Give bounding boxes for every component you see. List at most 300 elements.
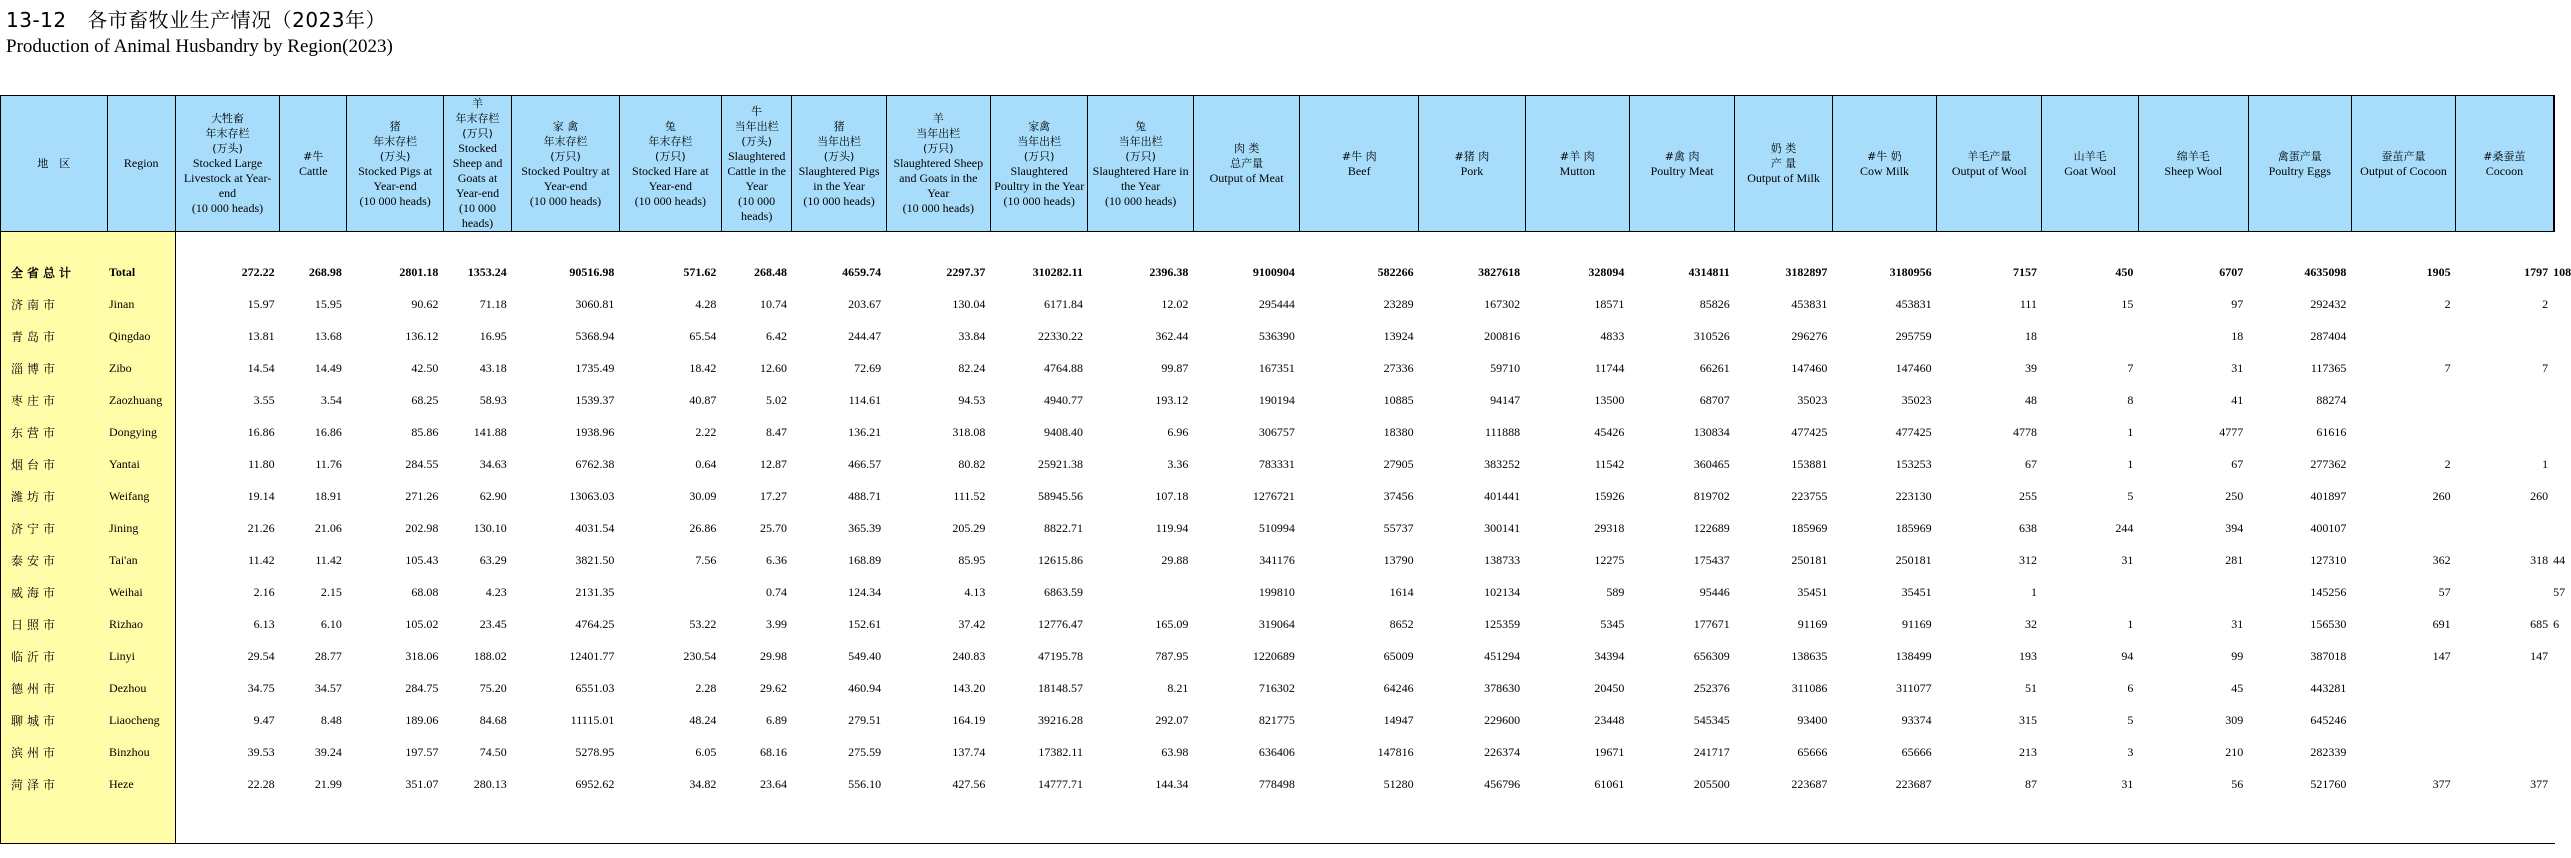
data-cell: 193 <box>2018 648 2037 663</box>
data-cell <box>2553 480 2554 512</box>
header-row <box>1 96 2555 232</box>
data-cell: 105.02 <box>405 616 439 631</box>
data-cell: 310526 <box>1693 328 1730 343</box>
data-cell: 3.55 <box>253 392 275 407</box>
data-cell: 1 <box>2127 456 2134 471</box>
data-cell: 2 <box>2444 456 2451 471</box>
table-row <box>1 640 2555 672</box>
data-cell: 226374 <box>1484 744 1521 759</box>
column-header-cn: 山羊毛 <box>2073 149 2107 163</box>
data-cell: 1 <box>2127 616 2134 631</box>
column-header <box>2042 96 2138 232</box>
data-cell: 549.40 <box>848 648 882 663</box>
data-cell: 19.14 <box>247 488 275 503</box>
data-cell: 11.42 <box>248 552 275 567</box>
data-cell: 8 <box>2127 392 2134 407</box>
data-cell: 111 <box>2019 296 2037 311</box>
region-name-cn: 威海市 <box>1 576 108 608</box>
data-cell: 21.99 <box>314 776 342 791</box>
data-cell: 11.42 <box>315 552 342 567</box>
data-cell: 377 <box>2530 776 2549 791</box>
column-header <box>2456 96 2554 232</box>
data-cell: 40.87 <box>689 392 717 407</box>
data-cell: 318.08 <box>952 424 986 439</box>
data-cell <box>2456 320 2554 352</box>
data-cell: 5368.94 <box>575 328 615 343</box>
data-cell: 311077 <box>1896 680 1932 695</box>
data-cell: 29318 <box>1594 520 1625 535</box>
data-cell: 450 <box>2115 264 2134 279</box>
data-cell: 39.53 <box>247 744 275 759</box>
data-cell: 48 <box>2024 392 2037 407</box>
data-cell: 35023 <box>1797 392 1828 407</box>
data-cell: 32 <box>2024 616 2037 631</box>
data-cell: 185969 <box>1895 520 1932 535</box>
data-cell: 17.27 <box>759 488 787 503</box>
table-row <box>1 704 2555 736</box>
data-cell: 37.42 <box>958 616 986 631</box>
data-cell: 4314811 <box>1688 264 1730 279</box>
column-header-en: Slaughtered Cattle in the Year (10 000 heads) <box>727 148 786 223</box>
data-cell: 453831 <box>1791 296 1828 311</box>
data-cell: 636406 <box>1258 744 1295 759</box>
data-cell: 67 <box>2024 456 2037 471</box>
data-cell: 20450 <box>1594 680 1625 695</box>
region-name-cn: 临沂市 <box>1 640 108 672</box>
data-cell: 466.57 <box>848 456 882 471</box>
data-cell: 556.10 <box>848 776 882 791</box>
data-cell: 295759 <box>1895 328 1932 343</box>
data-cell: 167351 <box>1258 360 1295 375</box>
data-cell: 571.62 <box>683 264 717 279</box>
table-row <box>1 384 2555 416</box>
data-cell: 6.42 <box>765 328 787 343</box>
data-cell: 19671 <box>1594 744 1625 759</box>
data-cell: 223755 <box>1791 488 1828 503</box>
data-cell: 7.56 <box>695 552 717 567</box>
data-cell <box>2553 448 2554 480</box>
data-cell: 56 <box>2231 776 2244 791</box>
data-cell: 53.22 <box>689 616 717 631</box>
data-cell: 582266 <box>1377 264 1414 279</box>
data-cell: 138635 <box>1791 648 1828 663</box>
data-cell: 8.21 <box>1167 680 1189 695</box>
data-cell: 351.07 <box>405 776 439 791</box>
data-cell: 377 <box>2432 776 2451 791</box>
data-cell: 210 <box>2225 744 2244 759</box>
data-cell: 97 <box>2231 296 2244 311</box>
data-cell: 16.86 <box>247 424 275 439</box>
data-cell: 272.22 <box>241 264 275 279</box>
data-cell: 11542 <box>1594 456 1625 471</box>
data-cell: 12776.47 <box>1037 616 1083 631</box>
column-header-en: Slaughtered Sheep and Goats in the Year (10 000 heads) <box>893 156 984 215</box>
data-cell <box>2351 736 2455 768</box>
animal-husbandry-table <box>0 95 2571 844</box>
data-cell: 153253 <box>1895 456 1932 471</box>
data-cell <box>2351 384 2455 416</box>
data-cell: 223130 <box>1895 488 1932 503</box>
data-cell: 1938.96 <box>575 424 615 439</box>
column-header-cn: 禽蛋产量 <box>2277 149 2322 163</box>
data-cell: 275.59 <box>848 744 882 759</box>
data-cell: 130834 <box>1693 424 1730 439</box>
data-cell: 1 <box>2030 584 2037 599</box>
data-cell: 2131.35 <box>575 584 615 599</box>
data-cell: 6.96 <box>1167 424 1189 439</box>
column-header-en: Output of Milk <box>1747 171 1820 185</box>
data-cell: 203.67 <box>848 296 882 311</box>
data-cell: 124.34 <box>848 584 882 599</box>
data-cell: 138499 <box>1895 648 1932 663</box>
data-cell: 328094 <box>1588 264 1625 279</box>
data-cell: 7 <box>2444 360 2451 375</box>
data-cell: 200816 <box>1484 328 1521 343</box>
column-header-en: Stocked Pigs at Year-end (10 000 heads) <box>358 163 433 208</box>
data-cell <box>2456 384 2554 416</box>
column-header-en: Stocked Poultry at Year-end (10 000 heads) <box>521 163 610 208</box>
data-cell: 82.24 <box>958 360 986 375</box>
data-cell: 111.52 <box>953 488 986 503</box>
data-cell: 199810 <box>1258 584 1295 599</box>
region-name-en: Weihai <box>107 576 175 608</box>
data-cell: 63.29 <box>479 552 507 567</box>
data-cell: 271.26 <box>405 488 439 503</box>
region-name-en: Total <box>107 256 175 288</box>
data-cell: 55737 <box>1383 520 1414 535</box>
data-cell: 75.20 <box>479 680 507 695</box>
data-cell: 21.26 <box>247 520 275 535</box>
region-header-cn: 地 区 <box>1 96 108 232</box>
table-body <box>1 232 2571 844</box>
data-cell: 119.94 <box>1155 520 1189 535</box>
data-cell: 281 <box>2225 552 2244 567</box>
data-cell: 18.91 <box>314 488 342 503</box>
data-cell: 125359 <box>1484 616 1521 631</box>
table-row <box>1 544 2555 576</box>
data-cell: 6.36 <box>765 552 787 567</box>
data-cell <box>2351 704 2455 736</box>
data-cell: 819702 <box>1693 488 1730 503</box>
region-name-cn: 聊城市 <box>1 704 108 736</box>
column-header-en: Cattle <box>298 163 328 178</box>
data-cell: 111888 <box>1485 424 1521 439</box>
data-cell: 3180956 <box>1889 264 1932 279</box>
data-cell: 90516.98 <box>569 264 615 279</box>
region-name-en: Dongying <box>107 416 175 448</box>
data-cell: 284.55 <box>405 456 439 471</box>
data-cell: 6.10 <box>320 616 342 631</box>
data-cell: 292.07 <box>1155 712 1189 727</box>
data-cell: 85.86 <box>411 424 439 439</box>
data-cell: 39216.28 <box>1037 712 1083 727</box>
data-cell: 95446 <box>1699 584 1730 599</box>
data-cell: 1 <box>2127 424 2134 439</box>
data-cell <box>2553 768 2554 800</box>
data-cell: 536390 <box>1258 328 1295 343</box>
column-header <box>886 96 990 232</box>
data-cell: 250181 <box>1791 552 1828 567</box>
data-cell: 1276721 <box>1252 488 1295 503</box>
data-cell: 255 <box>2018 488 2037 503</box>
column-header-en: Goat Wool <box>2064 163 2117 178</box>
data-cell <box>2553 384 2554 416</box>
table-row <box>1 608 2555 640</box>
data-cell: 15926 <box>1594 488 1625 503</box>
data-cell: 230.54 <box>683 648 717 663</box>
table-row <box>1 672 2555 704</box>
data-cell: 477425 <box>1895 424 1932 439</box>
region-name-cn: 滨州市 <box>1 736 108 768</box>
column-header <box>280 96 347 232</box>
data-cell: 168.89 <box>848 552 882 567</box>
data-cell: 61061 <box>1594 776 1625 791</box>
data-cell: 94.53 <box>958 392 986 407</box>
data-cell: 31 <box>2121 552 2134 567</box>
data-cell: 244 <box>2115 520 2134 535</box>
data-cell: 453831 <box>1895 296 1932 311</box>
data-cell: 6 <box>2553 616 2560 631</box>
data-cell: 85826 <box>1699 296 1730 311</box>
data-cell: 4031.54 <box>575 520 615 535</box>
data-cell: 213 <box>2018 744 2037 759</box>
data-cell: 18.42 <box>689 360 717 375</box>
region-name-cn: 济宁市 <box>1 512 108 544</box>
data-cell: 638 <box>2018 520 2037 535</box>
column-header <box>1419 96 1526 232</box>
data-cell: 58945.56 <box>1037 488 1083 503</box>
data-cell: 51 <box>2024 680 2037 695</box>
data-cell: 300141 <box>1484 520 1521 535</box>
data-cell: 35451 <box>1797 584 1828 599</box>
data-cell: 589 <box>1606 584 1625 599</box>
data-cell: 4778 <box>2012 424 2037 439</box>
column-header-en: Poultry Meat <box>1650 163 1714 178</box>
data-cell: 105.43 <box>405 552 439 567</box>
data-cell: 25.70 <box>759 520 787 535</box>
data-cell: 35451 <box>1901 584 1932 599</box>
data-cell: 6 <box>2127 680 2134 695</box>
data-cell: 4777 <box>2219 424 2244 439</box>
data-cell: 318 <box>2530 552 2549 567</box>
column-header-en: Sheep Wool <box>2164 163 2223 178</box>
data-cell <box>2553 320 2554 352</box>
data-cell: 5.02 <box>765 392 787 407</box>
data-cell: 13790 <box>1383 552 1414 567</box>
data-cell: 88274 <box>2316 392 2347 407</box>
data-cell: 108 <box>2553 264 2571 279</box>
data-cell: 15 <box>2121 296 2134 311</box>
data-cell: 23.45 <box>479 616 507 631</box>
data-cell: 310282.11 <box>1032 264 1083 279</box>
data-cell: 13063.03 <box>569 488 615 503</box>
column-header <box>175 96 279 232</box>
data-cell: 240.83 <box>952 648 986 663</box>
column-header-en: Stocked Sheep and Goats at Year-end (10 000 heads) <box>452 141 503 230</box>
data-cell: 144.34 <box>1155 776 1189 791</box>
data-cell: 645246 <box>2310 712 2347 727</box>
data-cell: 16.95 <box>479 328 507 343</box>
data-cell: 401441 <box>1484 488 1521 503</box>
data-cell <box>2042 576 2138 608</box>
data-cell: 68.25 <box>411 392 439 407</box>
data-cell: 15.95 <box>314 296 342 311</box>
data-cell: 147460 <box>1791 360 1828 375</box>
data-cell: 2.22 <box>695 424 717 439</box>
data-cell: 147 <box>2530 648 2549 663</box>
data-cell: 12275 <box>1594 552 1625 567</box>
data-cell: 260 <box>2530 488 2549 503</box>
column-header-cn: 兔 年末存栏 (万只) <box>648 119 693 163</box>
data-cell: 66261 <box>1699 360 1730 375</box>
data-cell: 5 <box>2127 488 2134 503</box>
region-name-cn: 日照市 <box>1 608 108 640</box>
data-cell: 33.84 <box>958 328 986 343</box>
data-cell: 787.95 <box>1155 648 1189 663</box>
column-header-en: Output of Meat <box>1209 171 1284 185</box>
data-cell: 7 <box>2542 360 2549 375</box>
data-cell: 84.68 <box>479 712 507 727</box>
data-cell: 141.88 <box>473 424 507 439</box>
data-cell: 2.28 <box>695 680 717 695</box>
data-cell: 189.06 <box>405 712 439 727</box>
data-cell: 451294 <box>1484 648 1521 663</box>
column-header-cn: 肉 类 总产量 <box>1230 142 1264 170</box>
data-cell: 9408.40 <box>1043 424 1083 439</box>
data-cell: 68.08 <box>411 584 439 599</box>
data-cell: 229600 <box>1484 712 1521 727</box>
table-row <box>1 576 2555 608</box>
data-cell: 5345 <box>1600 616 1625 631</box>
data-cell: 57 <box>2438 584 2451 599</box>
data-cell: 61616 <box>2316 424 2347 439</box>
table-row <box>1 736 2555 768</box>
data-cell: 188.02 <box>473 648 507 663</box>
data-cell <box>2138 576 2248 608</box>
data-cell: 477425 <box>1791 424 1828 439</box>
data-cell: 156530 <box>2310 616 2347 631</box>
region-header-en: Region <box>107 96 175 232</box>
region-name-en: Rizhao <box>107 608 175 640</box>
data-cell: 26.86 <box>689 520 717 535</box>
data-cell: 29.98 <box>759 648 787 663</box>
data-cell: 6762.38 <box>575 456 615 471</box>
table-row <box>1 320 2555 352</box>
column-header-cn: 羊 年末存栏 (万只) <box>455 97 500 140</box>
column-header <box>1088 96 1193 232</box>
data-cell: 18571 <box>1594 296 1625 311</box>
data-cell: 3182897 <box>1785 264 1828 279</box>
region-name-en: Jining <box>107 512 175 544</box>
data-cell: 6551.03 <box>575 680 615 695</box>
data-cell: 93374 <box>1901 712 1932 727</box>
data-cell: 3821.50 <box>575 552 615 567</box>
data-cell: 3 <box>2127 744 2134 759</box>
column-header <box>2248 96 2351 232</box>
data-cell: 13924 <box>1383 328 1414 343</box>
data-cell: 130.10 <box>473 520 507 535</box>
column-header-en: Slaughtered Hare in the Year (10 000 heads) <box>1092 163 1189 208</box>
data-cell: 223687 <box>1895 776 1932 791</box>
data-cell <box>2351 512 2455 544</box>
data-cell: 3.54 <box>320 392 342 407</box>
data-cell: 268.48 <box>753 264 787 279</box>
data-cell: 130.04 <box>952 296 986 311</box>
column-header <box>2351 96 2455 232</box>
data-cell: 193.12 <box>1155 392 1189 407</box>
data-cell: 306757 <box>1258 424 1295 439</box>
data-cell: 8822.71 <box>1043 520 1083 535</box>
data-cell: 205500 <box>1693 776 1730 791</box>
data-cell: 360465 <box>1693 456 1730 471</box>
data-cell: 29.54 <box>247 648 275 663</box>
data-cell: 2 <box>2542 296 2549 311</box>
data-cell: 165.09 <box>1155 616 1189 631</box>
data-cell: 6863.59 <box>1043 584 1083 599</box>
data-cell: 29.62 <box>759 680 787 695</box>
data-cell <box>2553 736 2554 768</box>
data-cell: 14.54 <box>247 360 275 375</box>
data-cell: 14947 <box>1383 712 1414 727</box>
data-cell: 99 <box>2231 648 2244 663</box>
data-cell: 91169 <box>1797 616 1828 631</box>
region-name-en: Heze <box>107 768 175 800</box>
data-cell: 4833 <box>1600 328 1625 343</box>
data-cell: 11744 <box>1594 360 1625 375</box>
data-cell: 67 <box>2231 456 2244 471</box>
data-cell: 2.15 <box>320 584 342 599</box>
region-name-en: Jinan <box>107 288 175 320</box>
column-header <box>1832 96 1936 232</box>
data-cell: 136.21 <box>848 424 882 439</box>
column-header-en: Pork <box>1460 163 1484 178</box>
data-cell: 10885 <box>1383 392 1414 407</box>
data-cell: 23289 <box>1383 296 1414 311</box>
data-cell: 716302 <box>1258 680 1295 695</box>
data-cell: 147816 <box>1377 744 1414 759</box>
column-header <box>990 96 1088 232</box>
data-cell: 25921.38 <box>1037 456 1083 471</box>
table-row <box>1 768 2555 800</box>
table-title-english: Production of Animal Husbandry by Region(2023) <box>6 36 393 57</box>
data-cell: 42.50 <box>411 360 439 375</box>
data-cell <box>2351 416 2455 448</box>
data-cell: 778498 <box>1258 776 1295 791</box>
data-cell: 400107 <box>2310 520 2347 535</box>
data-cell: 15.97 <box>247 296 275 311</box>
data-cell: 91169 <box>1902 616 1932 631</box>
data-cell: 122689 <box>1693 520 1730 535</box>
data-cell: 8.47 <box>765 424 787 439</box>
data-cell <box>2456 672 2554 704</box>
data-cell <box>2456 512 2554 544</box>
data-cell: 13.81 <box>247 328 275 343</box>
data-cell: 28.77 <box>314 648 342 663</box>
data-cell: 65.54 <box>689 328 717 343</box>
region-name-en: Linyi <box>107 640 175 672</box>
data-cell: 2297.37 <box>946 264 986 279</box>
data-cell: 4940.77 <box>1043 392 1083 407</box>
data-cell: 488.71 <box>848 488 882 503</box>
data-cell: 7157 <box>2012 264 2037 279</box>
region-name-en: Weifang <box>107 480 175 512</box>
data-cell: 277362 <box>2310 456 2347 471</box>
data-cell: 72.69 <box>854 360 882 375</box>
data-cell: 31 <box>2121 776 2134 791</box>
data-cell: 4.13 <box>964 584 986 599</box>
column-header-cn: #桑蚕茧 <box>2483 149 2526 163</box>
data-cell: 34.82 <box>689 776 717 791</box>
